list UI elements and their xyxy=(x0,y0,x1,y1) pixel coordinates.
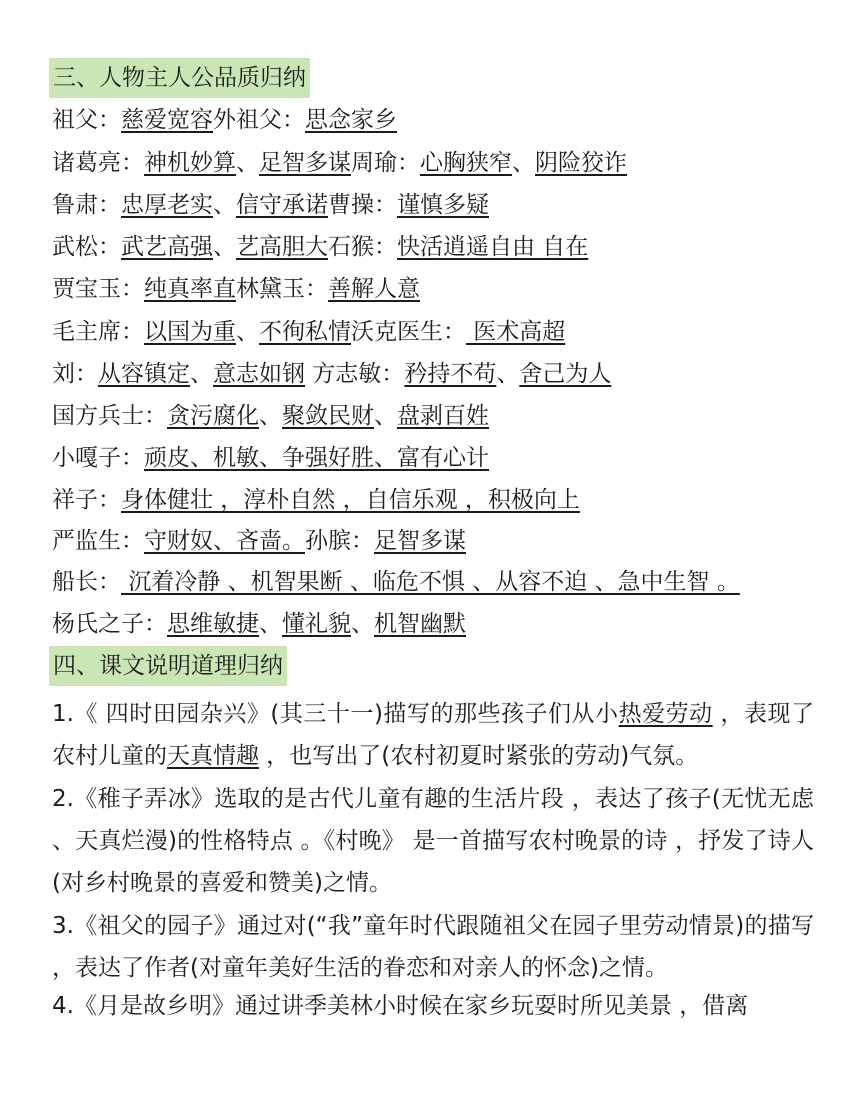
text-segment: 祥子： xyxy=(52,487,121,513)
underlined-answer: 沉着冷静 、机智果断 、临危不惧 、从容不迫 、急中生智 。 xyxy=(121,569,740,595)
text-segment: 刘： xyxy=(52,361,98,387)
underlined-answer: 盘剥百姓 xyxy=(397,403,489,429)
section-heading-3: 三、人物主人公品质归纳 xyxy=(49,58,310,98)
text-segment: 林黛玉： xyxy=(236,276,328,302)
underlined-answer: 慈爱宽容 xyxy=(121,107,213,133)
underlined-answer: 足智多谋 xyxy=(259,150,351,176)
trait-row xyxy=(52,272,420,306)
text-segment: 孙膑： xyxy=(305,528,374,554)
trait-row xyxy=(52,315,565,349)
text-segment: 、 xyxy=(374,403,397,429)
lesson-paragraph xyxy=(52,905,814,989)
underlined-answer: 意志如钢 xyxy=(213,361,305,387)
text-segment: 石猴： xyxy=(328,234,397,260)
underlined-answer: 从容镇定 xyxy=(98,361,190,387)
text-segment: 小嘎子： xyxy=(52,445,144,471)
text-segment: ，表现了农村儿童的 xyxy=(52,701,815,769)
text-segment: 国方兵士： xyxy=(52,403,167,429)
trait-row xyxy=(52,103,397,137)
underlined-answer: 思维敏捷 xyxy=(167,611,259,637)
underlined-answer: 贪污腐化 xyxy=(167,403,259,429)
text-segment: 、 xyxy=(213,234,236,260)
lesson-paragraph xyxy=(52,985,814,1027)
text-segment: 3.《祖父的园子》通过对(“我”童年时代跟随祖父在园子里劳动情景)的描写 ，表达了作者(对童年美好生活的眷恋和对亲人的怀念)之情。 xyxy=(52,913,814,981)
trait-row xyxy=(52,399,489,433)
underlined-answer: 忠厚老实 xyxy=(121,192,213,218)
text-segment: 2.《稚子弄冰》选取的是古代儿童有趣的生活片段 ，表达了孩子(无忧无虑 、天真烂漫)的性格特点 。《村晚》 是一首描写农村晚景的诗 ，抒发了诗人(对乡村晚景的喜爱和赞美)之情。 xyxy=(52,786,814,896)
section-heading-4: 四、课文说明道理归纳 xyxy=(49,646,287,686)
text-segment: 严监生： xyxy=(52,528,144,554)
trait-row xyxy=(52,357,611,391)
text-segment: 周瑜： xyxy=(351,150,420,176)
underlined-answer: 不徇私情 xyxy=(259,319,351,345)
trait-row xyxy=(52,483,580,517)
underlined-answer: 以国为重 xyxy=(144,319,236,345)
text-segment: 祖父： xyxy=(52,107,121,133)
underlined-answer: 神机妙算 xyxy=(144,150,236,176)
text-segment: 、 xyxy=(512,150,535,176)
text-segment: 杨氏之子： xyxy=(52,611,167,637)
underlined-answer: 舍己为人 xyxy=(519,361,612,387)
underlined-answer: 心胸狭窄 xyxy=(420,150,512,176)
underlined-answer: 武艺高强 xyxy=(121,234,213,260)
text-segment: 毛主席： xyxy=(52,319,144,345)
underlined-answer: 快活逍遥自由 自在 xyxy=(397,234,589,260)
text-segment: 曹操： xyxy=(328,192,397,218)
trait-row xyxy=(52,441,489,475)
text-segment: 、 xyxy=(190,361,213,387)
trait-row xyxy=(52,230,588,264)
underlined-answer: 纯真率直 xyxy=(144,276,236,302)
text-segment: 、 xyxy=(496,361,520,387)
underlined-answer: 守财奴、吝啬。 xyxy=(144,528,305,554)
lesson-paragraph xyxy=(52,693,814,777)
text-segment: 、 xyxy=(259,611,282,637)
underlined-answer: 艺高胆大 xyxy=(236,234,328,260)
text-segment: 、 xyxy=(213,192,236,218)
text-segment: 方志敏： xyxy=(305,361,405,387)
underlined-answer: 热爱劳动 xyxy=(618,701,713,727)
text-segment: 船长： xyxy=(52,569,121,595)
text-segment: 4.《月是故乡明》通过讲季美林小时候在家乡玩耍时所见美景 ，借离 xyxy=(52,993,749,1019)
underlined-answer: 医术高超 xyxy=(466,319,566,345)
underlined-answer: 信守承诺 xyxy=(236,192,328,218)
text-segment: 鲁肃： xyxy=(52,192,121,218)
trait-row xyxy=(52,524,466,558)
trait-row xyxy=(52,565,740,599)
underlined-answer: 聚敛民财 xyxy=(282,403,374,429)
text-segment: ，也写出了(农村初夏时紧张的劳动)气氛。 xyxy=(259,743,699,769)
underlined-answer: 天真情趣 xyxy=(167,743,259,769)
text-segment: 沃克医生： xyxy=(351,319,466,345)
trait-row xyxy=(52,607,466,641)
underlined-answer: 善解人意 xyxy=(328,276,420,302)
text-segment: 1.《 四时田园杂兴》(其三十一)描写的那些孩子们从小 xyxy=(52,701,619,727)
underlined-answer: 懂礼貌 xyxy=(282,611,351,637)
text-segment: 、 xyxy=(236,319,259,345)
text-segment: 、 xyxy=(351,611,374,637)
trait-row xyxy=(52,188,489,222)
underlined-answer: 顽皮、机敏、争强好胜、富有心计 xyxy=(144,445,489,471)
text-segment: 、 xyxy=(259,403,282,429)
underlined-answer: 矜持不苟 xyxy=(404,361,497,387)
underlined-answer: 身体健壮 ，淳朴自然 ，自信乐观 ，积极向上 xyxy=(121,487,580,513)
lesson-paragraph xyxy=(52,778,814,904)
text-segment: 外祖父： xyxy=(213,107,305,133)
underlined-answer: 阴险狡诈 xyxy=(535,150,627,176)
text-segment: 武松： xyxy=(52,234,121,260)
underlined-answer: 思念家乡 xyxy=(305,107,397,133)
text-segment: 诸葛亮： xyxy=(52,150,144,176)
text-segment: 、 xyxy=(236,150,259,176)
underlined-answer: 机智幽默 xyxy=(374,611,466,637)
text-segment: 贾宝玉： xyxy=(52,276,144,302)
trait-row xyxy=(52,146,627,180)
underlined-answer: 谨慎多疑 xyxy=(397,192,489,218)
underlined-answer: 足智多谋 xyxy=(374,528,466,554)
